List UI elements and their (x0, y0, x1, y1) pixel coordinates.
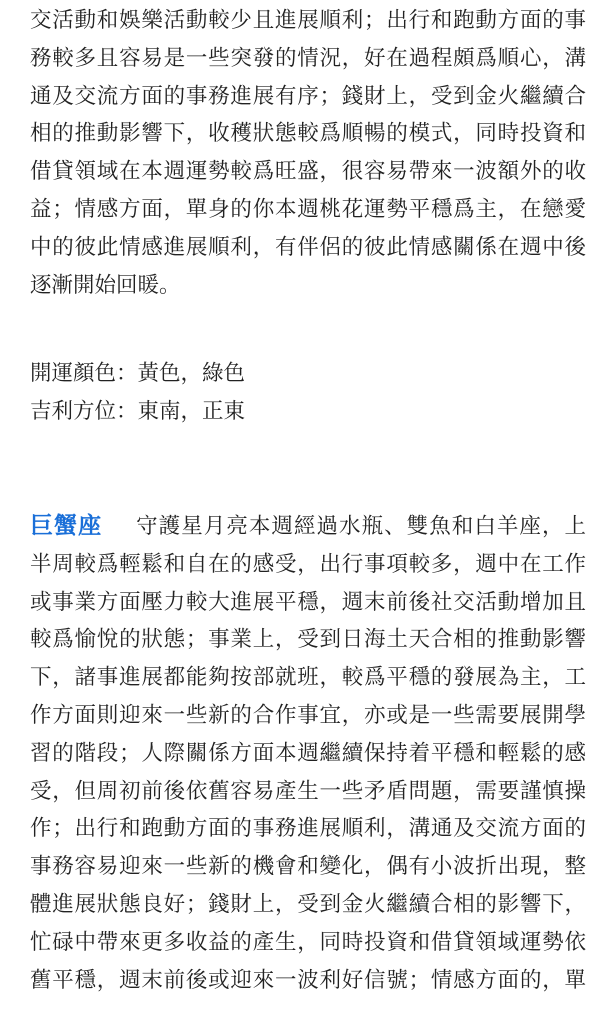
text-line: 守護星月亮本週經過水瓶、雙魚和白羊座，上 (136, 514, 586, 539)
text-line: 受，但周初前後依舊容易產生一些矛盾問題，需要謹慎操 (30, 778, 586, 804)
text-line: 作方面則迎來一些新的合作事宜，亦或是一些需要展開學 (30, 702, 586, 728)
text-line: 中的彼此情感進展順利，有伴侶的彼此情感關係在週中後 (30, 234, 586, 260)
text-line: 通及交流方面的事務進展有序；錢財上，受到金火繼續合 (30, 83, 586, 109)
lucky-info (30, 355, 586, 431)
text-line: 下，諸事進展都能夠按部就班，較爲平穩的發展為主，工 (30, 665, 586, 691)
cancer-horoscope-paragraph (30, 508, 586, 999)
text-line: 借貸領域在本週運勢較爲旺盛，很容易帶來一波額外的收 (30, 159, 586, 185)
text-line: 較爲愉悅的狀態；事業上，受到日海土天合相的推動影響 (30, 627, 586, 653)
text-line: 體進展狀態良好；錢財上，受到金火繼續合相的影響下， (30, 891, 586, 917)
text-line: 或事業方面壓力較大進展平穩，週末前後社交活動增加且 (30, 589, 586, 615)
text-line: 逐漸開始回暖。 (30, 272, 181, 298)
text-line: 相的推動影響下，收穫狀態較爲順暢的模式，同時投資和 (30, 121, 586, 147)
sign-title-cancer: 巨蟹座 (30, 513, 103, 539)
lucky-direction: 吉利方位：東南，正東 (30, 398, 246, 424)
text-line: 務較多且容易是一些突發的情況，好在過程頗爲順心，溝 (30, 45, 586, 71)
text-line: 交活動和娛樂活動較少且進展順利；出行和跑動方面的事 (30, 8, 586, 33)
text-line-with-title (30, 508, 586, 546)
intro-paragraph (30, 2, 586, 304)
text-line: 事務容易迎來一些新的機會和變化，偶有小波折出現，整 (30, 854, 586, 880)
text-line: 半周較爲輕鬆和自在的感受，出行事項較多，週中在工作 (30, 551, 586, 577)
text-line: 作；出行和跑動方面的事務進展順利，溝通及交流方面的 (30, 816, 586, 842)
text-line: 習的階段；人際關係方面本週繼續保持着平穩和輕鬆的感 (30, 740, 586, 766)
text-line: 益；情感方面，單身的你本週桃花運勢平穩爲主，在戀愛 (30, 196, 586, 222)
text-line: 忙碌中帶來更多收益的產生，同時投資和借貸領域運勢依 (30, 929, 586, 955)
text-line: 舊平穩，週末前後或迎來一波利好信號；情感方面的，單 (30, 967, 586, 993)
lucky-color: 開運顏色：黃色，綠色 (30, 361, 246, 386)
